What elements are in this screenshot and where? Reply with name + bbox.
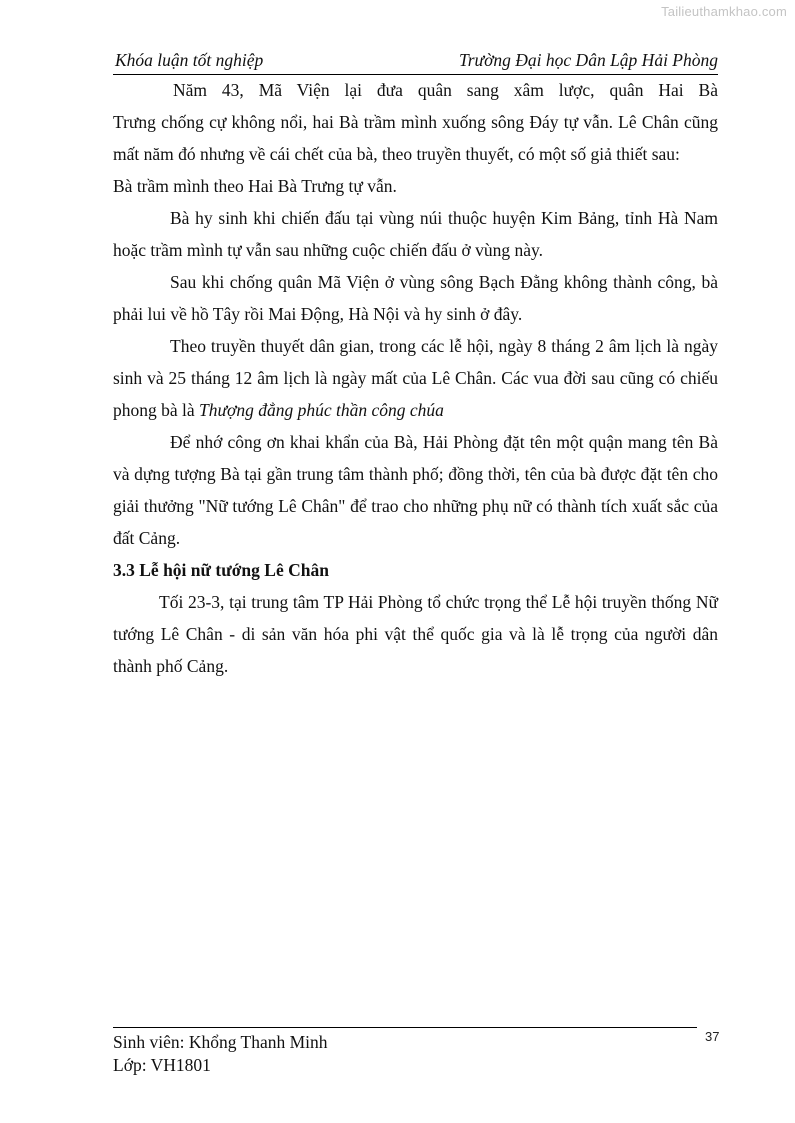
section-heading: 3.3 Lễ hội nữ tướng Lê Chân: [113, 560, 329, 580]
paragraph-2: Bà trầm mình theo Hai Bà Trưng tự vẫn.: [113, 176, 397, 196]
watermark: Tailieuthamkhao.com: [661, 4, 787, 19]
page-footer: [113, 1031, 328, 1077]
page-header: [113, 50, 718, 75]
footer-student-name: Sinh viên: Khổng Thanh Minh: [113, 1032, 328, 1052]
page-number: 37: [705, 1029, 720, 1044]
paragraph-5-text: Theo truyền thuyết dân gian, trong các lễ hội, ngày 8 tháng 2 âm lịch là ngày sinh và 25 tháng 12 âm lịch là ngày mất của Lê Chân. Các vua đời sau cũng có chiếu phong bà là: [113, 336, 718, 420]
page-content: [113, 74, 718, 682]
footer-divider: [113, 1027, 697, 1028]
paragraph-5: [113, 330, 718, 426]
paragraph-5-title-italic: Thượng đẳng phúc thần công chúa: [199, 400, 444, 420]
paragraph-1-first-line: Năm 43, Mã Viện lại đưa quân sang xâm lược, quân Hai Bà: [173, 80, 718, 100]
header-university: Trường Đại học Dân Lập Hải Phòng: [458, 50, 718, 70]
paragraph-3: Bà hy sinh khi chiến đấu tại vùng núi thuộc huyện Kim Bảng, tỉnh Hà Nam hoặc trầm mình tự vẫn sau những cuộc chiến đấu ở vùng này.: [113, 208, 718, 260]
footer-class: Lớp: VH1801: [113, 1055, 211, 1075]
section-paragraph-1: Tối 23-3, tại trung tâm TP Hải Phòng tổ chức trọng thể Lễ hội truyền thống Nữ tướng Lê Chân - di sản văn hóa phi vật thể quốc gia và là lễ trọng của người dân thành phố Cảng.: [113, 592, 718, 676]
header-thesis-title: Khóa luận tốt nghiệp: [115, 50, 264, 70]
paragraph-6: Để nhớ công ơn khai khẩn của Bà, Hải Phòng đặt tên một quận mang tên Bà và dựng tượng Bà tại gần trung tâm thành phố; đồng thời, tên của bà được đặt tên cho giải thưởng "Nữ tướng Lê Chân" để trao cho những phụ nữ có thành tích xuất sắc của đất Cảng.: [113, 432, 718, 548]
paragraph-4: Sau khi chống quân Mã Viện ở vùng sông Bạch Đằng không thành công, bà phải lui về hồ Tây rồi Mai Động, Hà Nội và hy sinh ở đây.: [113, 272, 718, 324]
paragraph-1: Trưng chống cự không nổi, hai Bà trầm mình xuống sông Đáy tự vẫn. Lê Chân cũng mất năm đó nhưng về cái chết của bà, theo truyền thuyết, có một số giả thiết sau:: [113, 112, 718, 164]
